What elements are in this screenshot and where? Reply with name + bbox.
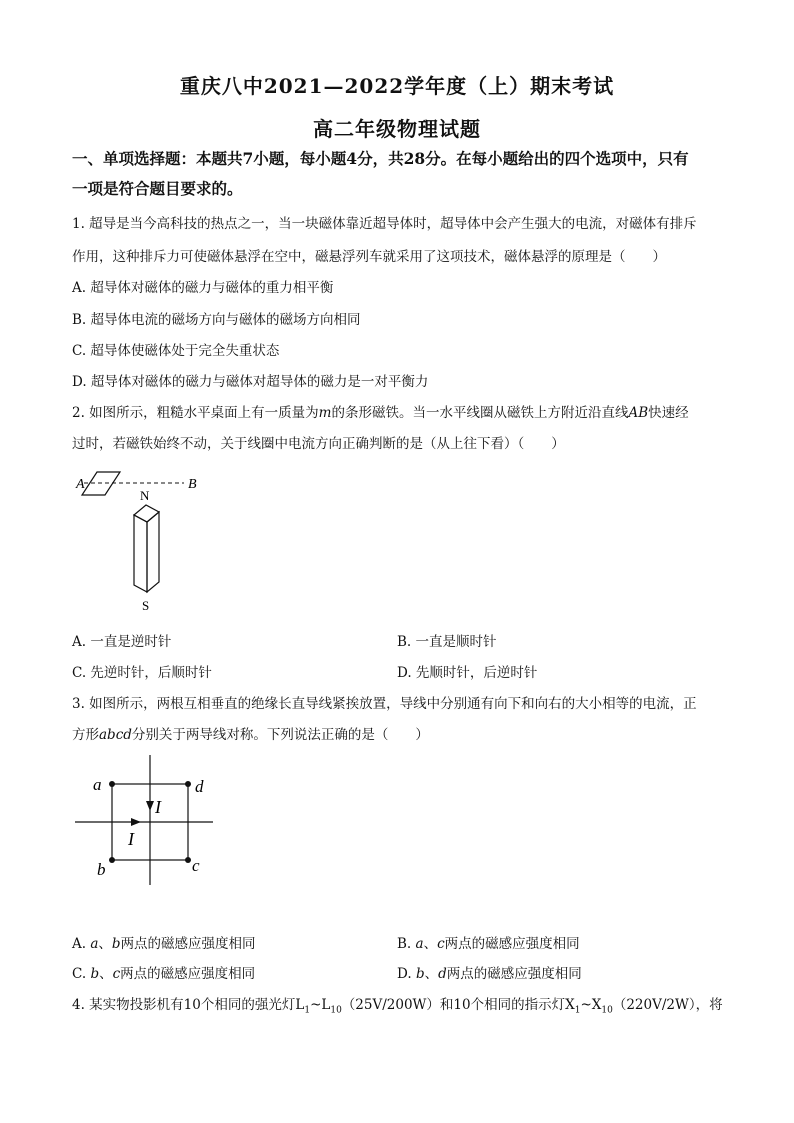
q3-stem-line2 [72, 723, 732, 743]
option-prefix: A. [72, 936, 91, 952]
q4-text-5: （220V/2W），将 [612, 997, 723, 1013]
option-point-1: a [415, 936, 424, 952]
option-text: 两点的磁感应强度相同 [120, 936, 256, 952]
q2-option-c: C. 先逆时针，后顺时针 [72, 665, 212, 681]
q3-option-b [397, 932, 580, 952]
option-text: 两点的磁感应强度相同 [444, 936, 580, 952]
q3-stem-text-a: 方形 [72, 727, 99, 743]
point-b [109, 857, 115, 863]
q3-option-a [72, 932, 256, 952]
exam-subtitle: 高二年级物理试题 [313, 117, 481, 141]
q2-line-ab-symbol: AB [628, 405, 649, 421]
q3-option-d [397, 962, 582, 982]
q1-option-d: D. 超导体对磁体的磁力与磁体对超导体的磁力是一对平衡力 [72, 374, 429, 390]
arrow-right-icon [131, 818, 141, 826]
magnet-top-face [134, 505, 159, 522]
q2-stem-text-c: 快速经 [648, 405, 689, 421]
q2-stem-text-b: 的条形磁铁。当一水平线圈从磁铁上方附近沿直线 [331, 405, 629, 421]
section-heading [72, 144, 732, 204]
q2-stem-line2: 过时，若磁铁始终不动，关于线圈中电流方向正确判断的是（从上往下看）（ ） [72, 436, 565, 452]
q3-square-symbol: abcd [99, 727, 132, 743]
q3-wires-figure [75, 755, 215, 887]
q4-sub-4: 10 [601, 1005, 613, 1016]
q4-sub-3: 1 [574, 1005, 581, 1016]
point-c [185, 857, 191, 863]
label-a: A [76, 477, 85, 492]
q3-stem-text-b: 分别关于两导线对称。下列说法正确的是（ ） [131, 727, 429, 743]
option-point-1: a [90, 936, 99, 952]
option-sep: 、 [424, 966, 439, 982]
label-current-vertical: I [155, 797, 161, 817]
q4-text-3: （25V/200W）和10个相同的指示灯X [341, 997, 575, 1013]
option-prefix: C. [72, 966, 91, 982]
label-point-a: a [93, 775, 102, 794]
option-prefix: B. [397, 936, 416, 952]
q4-text-2: ~L [310, 997, 331, 1013]
label-point-c: c [192, 856, 200, 875]
q2-option-d: D. 先顺时针，后逆时针 [397, 665, 538, 681]
point-d [185, 781, 191, 787]
option-point-2: c [437, 936, 445, 952]
section-heading-line2: 一项是符合题目要求的。 [72, 179, 243, 198]
q1-option-b: B. 超导体电流的磁场方向与磁体的磁场方向相同 [72, 312, 361, 328]
magnet-side-face [147, 512, 159, 592]
option-prefix: D. [397, 966, 416, 982]
option-point-2: b [111, 936, 121, 952]
magnet-front-face [134, 515, 147, 592]
section-heading-line1: 一、单项选择题：本题共7小题，每小题4分，共28分。在每小题给出的四个选项中，只有 [72, 149, 689, 168]
label-current-horizontal: I [128, 829, 134, 849]
arrow-down-icon [146, 801, 154, 811]
label-point-b: b [97, 860, 106, 879]
option-sep: 、 [423, 936, 438, 952]
q2-stem-text-a: 2. 如图所示，粗糙水平桌面上有一质量为 [72, 405, 319, 421]
option-point-1: b [90, 966, 100, 982]
q4-text-1: 4. 某实物投影机有10个相同的强光灯L [72, 997, 305, 1013]
q4-stem-line1 [72, 993, 732, 1016]
option-sep: 、 [98, 936, 112, 952]
option-text: 两点的磁感应强度相同 [446, 966, 582, 982]
q3-option-c [72, 962, 255, 982]
q4-sub-2: 10 [330, 1005, 342, 1016]
option-sep: 、 [99, 966, 113, 982]
option-point-2: d [438, 966, 447, 982]
q1-stem-line2: 作用，这种排斥力可使磁体悬浮在空中，磁悬浮列车就采用了这项技术，磁体悬浮的原理是（ ） [72, 249, 666, 265]
label-s: S [142, 598, 150, 613]
q4-text-4: ~X [580, 997, 602, 1013]
q2-magnet-figure [70, 470, 210, 620]
label-b: B [188, 477, 197, 492]
point-a [109, 781, 115, 787]
q2-mass-symbol: m [318, 405, 332, 421]
q2-option-b: B. 一直是顺时针 [397, 634, 497, 650]
q2-stem-line1 [72, 401, 732, 421]
option-text: 两点的磁感应强度相同 [120, 966, 256, 982]
q1-stem-line1: 1. 超导是当今高科技的热点之一，当一块磁体靠近超导体时，超导体中会产生强大的电流，对磁体有排斥 [72, 216, 697, 232]
q1-option-c: C. 超导体使磁体处于完全失重状态 [72, 343, 280, 359]
q4-sub-1: 1 [304, 1005, 311, 1016]
option-point-1: b [415, 966, 425, 982]
q3-stem-line1: 3. 如图所示，两根互相垂直的绝缘长直导线紧挨放置，导线中分别通有向下和向右的大小相等的电流，正 [72, 696, 697, 712]
exam-title: 重庆八中2021—2022学年度（上）期末考试 [179, 74, 615, 98]
label-n: N [140, 488, 150, 503]
q2-option-a: A. 一直是逆时针 [72, 634, 172, 650]
option-point-2: c [112, 966, 121, 982]
label-point-d: d [195, 777, 204, 796]
q1-option-a: A. 超导体对磁体的磁力与磁体的重力相平衡 [72, 280, 334, 296]
